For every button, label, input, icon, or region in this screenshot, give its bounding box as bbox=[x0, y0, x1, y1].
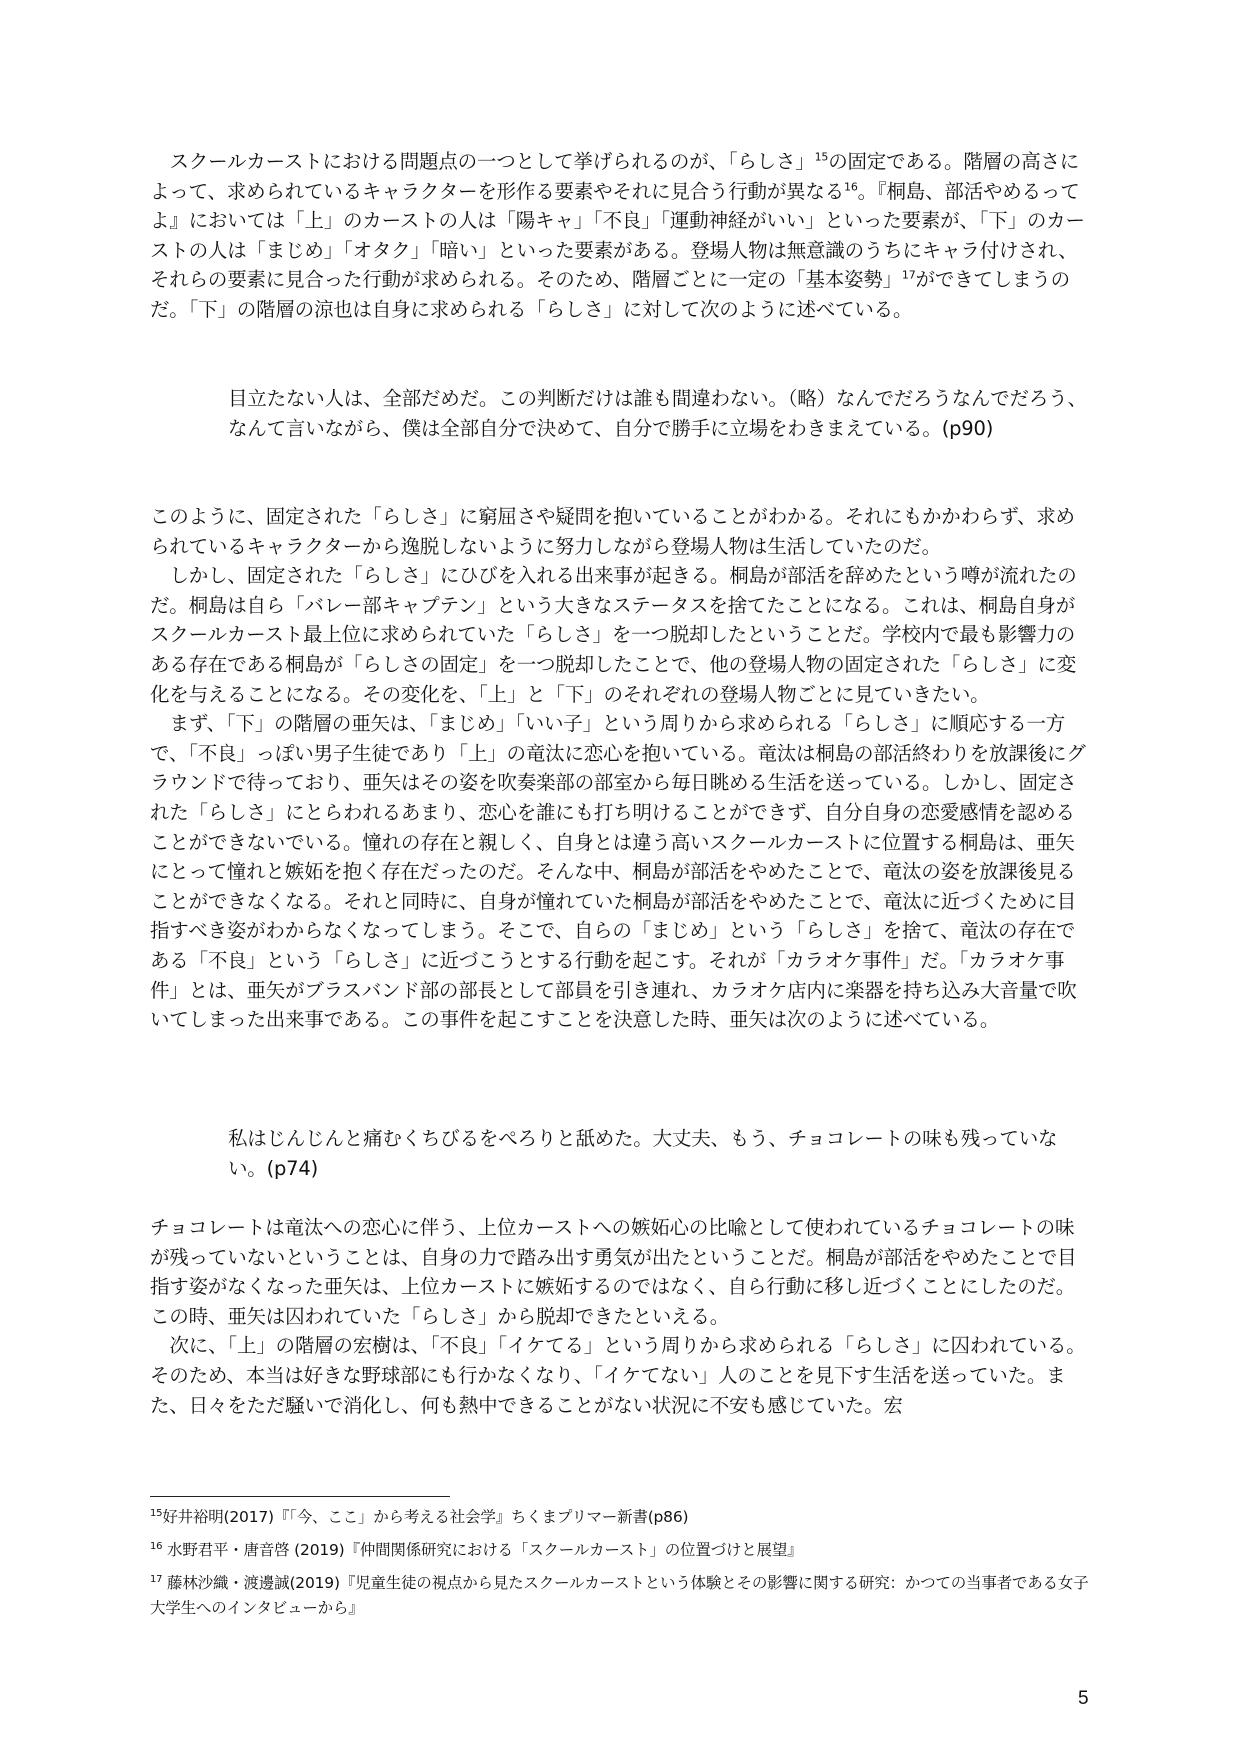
body-section-3 bbox=[150, 1213, 1090, 1420]
body-section-2 bbox=[150, 502, 1090, 1035]
footnote-ref-16: 16 bbox=[844, 180, 858, 194]
footnote-divider bbox=[150, 1496, 450, 1497]
p1-part-b: の固定である。階層の高さによって、求められているキャラクターを形作る要素やそれに見合う行動が異なる bbox=[150, 150, 1080, 203]
paragraph-3: しかし、固定された「らしさ」にひびを入れる出来事が起きる。桐島が部活を辞めたという噂が流れたのだ。桐島は自ら「バレー部キャプテン」という大きなステータスを捨てたことになる。これは、桐島自身がスクールカースト最上位に求められていた「らしさ」を一つ脱却したということだ。学校内で最も影響力のある存在である桐島が「らしさの固定」を一つ脱却したことで、他の登場人物の固定された「らしさ」に変化を与えることになる。その変化を、「上」と「下」のそれぞれの登場人物ごとに見ていきたい。 bbox=[150, 564, 1077, 706]
paragraph-5: チョコレートは竜汰への恋心に伴う、上位カーストへの嫉妬心の比喩として使われているチョコレートの味が残っていないということは、自身の力で踏み出す勇気が出たということだ。桐島が部活をやめたことで目指す姿がなくなった亜矢は、上位カーストに嫉妬するのではなく、自ら行動に移し近づくことにしたのだ。この時、亜矢は囚われていた「らしさ」から脱却できたといえる。 bbox=[150, 1216, 1077, 1328]
page-number: 5 bbox=[1078, 1688, 1089, 1709]
footnote-text: 水野君平・唐音啓 (2019)『仲間関係研究における「スクールカースト」の位置づけと展望』 bbox=[162, 1541, 803, 1559]
footnote-number: 16 bbox=[150, 1540, 163, 1552]
footnote-ref-17: 17 bbox=[901, 268, 916, 282]
quote-2-text: 私はじんじんと痛むくちびるをぺろりと舐めた。大丈夫、もう、チョコレートの味も残っていない。(p74) bbox=[228, 1127, 1058, 1180]
footnotes bbox=[150, 1505, 1090, 1629]
quote-1-text: 目立たない人は、全部だめだ。この判断だけは誰も間違わない。（略）なんでだろうなんでだろう、なんて言いながら、僕は全部自分で決めて、自分で勝手に立場をわきまえている。(p90) bbox=[228, 387, 1087, 440]
paragraph-6: 次に、「上」の階層の宏樹は、「不良」「イケてる」という周りから求められる「らしさ」に囚われている。そのため、本当は好きな野球部にも行かなくなり、「イケてない」人のことを見下す生活を送っていた。また、日々をただ騒いで消化し、何も熱中できることがない状況に不安も感じていた。宏 bbox=[150, 1334, 1086, 1417]
paragraph-4: まず、「下」の階層の亜矢は、「まじめ」「いい子」という周りから求められる「らしさ」に順応する一方で、「不良」っぽい男子生徒であり「上」の竜汰に恋心を抱いている。竜汰は桐島の部活終わりを放課後にグラウンドで待っており、亜矢はその姿を吹奏楽部の部室から毎日眺める生活を送っている。しかし、固定された「らしさ」にとらわれるあまり、恋心を誰にも打ち明けることができず、自分自身の恋愛感情を認めることができないでいる。憧れの存在と親しく、自身とは違う高いスクールカーストに位置する桐島は、亜矢にとって憧れと嫉妬を抱く存在だったのだ。そんな中、桐島が部活をやめたことで、竜汰の姿を放課後見ることができなくなる。それと同時に、自身が憧れていた桐島が部活をやめたことで、竜汰に近づくために目指すべき姿がわからなくなってしまう。そこで、自らの「まじめ」という「らしさ」を捨て、竜汰の存在である「不良」という「らしさ」に近づこうとする行動を起こす。それが「カラオケ事件」だ。「カラオケ事件」とは、亜矢がブラスバンド部の部長として部員を引き連れ、カラオケ店内に楽器を持ち込み大音量で吹いてしまった出来事である。この事件を起こすことを決意した時、亜矢は次のように述べている。 bbox=[150, 712, 1086, 1032]
p1-part-c: 。『桐島、部活やめるってよ』においては「上」のカーストの人は「陽キャ」「不良」「運動神経がいい」といった要素が、「下」のカーストの人は「まじめ」「オタク」「暗い」といった要素がある。登場人物は無意識のうちにキャラ付けされ、それらの要素に見合った行動が求められる。そのため、階層ごとに一定の「基本姿勢」 bbox=[150, 179, 1085, 292]
footnote-17 bbox=[150, 1571, 1090, 1621]
footnote-number: 15 bbox=[150, 1507, 163, 1519]
footnote-text: 藤林沙織・渡邊誠(2019)『児童生徒の視点から見たスクールカーストという体験とその影響に関する研究：かつての当事者である女子大学生へのインタビューから』 bbox=[150, 1574, 1089, 1617]
footnote-number: 17 bbox=[150, 1573, 163, 1585]
p1-part-a: スクールカーストにおける問題点の一つとして挙げられるのが、「らしさ」 bbox=[169, 150, 815, 173]
footnote-text: 好井裕明(2017)『「今、ここ」から考える社会学』ちくまプリマー新書(p86) bbox=[162, 1508, 689, 1526]
paragraph-2: このように、固定された「らしさ」に窮屈さや疑問を抱いていることがわかる。それにもかかわらず、求められているキャラクターから逸脱しないように努力しながら登場人物は生活していたのだ。 bbox=[150, 505, 1075, 558]
block-quote-1 bbox=[228, 384, 1090, 443]
p1-part-d: ができてしまうのだ。「下」の階層の涼也は自身に求められる「らしさ」に対して次のように述べている。 bbox=[150, 268, 1070, 321]
paragraph-1 bbox=[150, 147, 1090, 325]
footnote-16 bbox=[150, 1538, 1090, 1563]
footnote-15 bbox=[150, 1505, 1090, 1530]
footnote-ref-15: 15 bbox=[814, 150, 829, 164]
block-quote-2 bbox=[228, 1124, 1090, 1183]
